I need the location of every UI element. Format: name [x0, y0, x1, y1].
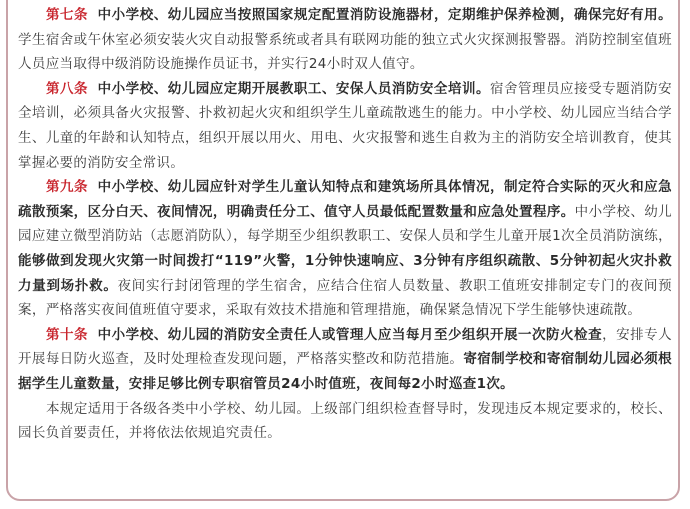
article-bold-text: 中小学校、幼儿园的消防安全责任人或管理人应当每月至少组织开展一次防火检查 [97, 326, 603, 343]
article-text: 中小学校、幼儿园应建立微型消防站（志愿消防队），每学期至少组织教职工、安保人员和学生儿童开展1次全员消防演练， [18, 203, 673, 245]
article-text: ，安排专人开展每日防火巡查，及时处理检查发现问题，严格落实整改和防范措施。 [18, 326, 672, 368]
article-10 [18, 323, 672, 397]
closing-text: 本规定适用于各级各类中小学校、幼儿园。上级部门组织检查督导时，发现违反本规定要求的，校长、园长负首要责任，并将依法依规追究责任。 [18, 400, 672, 442]
article-label: 第十条 [46, 326, 89, 343]
closing-paragraph [18, 397, 672, 446]
article-8 [18, 77, 672, 175]
article-label: 第七条 [46, 7, 89, 23]
article-9 [18, 175, 672, 323]
article-bold-text: 中小学校、幼儿园应针对学生儿童认知特点和建筑场所具体情况，制定符合实际的灭火和应急疏散预案，区分白天、夜间情况，明确责任分工、值守人员最低配置数量和应急处置程序。 [18, 179, 672, 220]
article-bold-text: 中小学校、幼儿园应当按照国家规定配置消防设施器材，定期维护保养检测，确保完好有用。 [97, 7, 672, 23]
article-label: 第八条 [46, 80, 89, 97]
article-bold-text: 寄宿制学校和寄宿制幼儿园必须根据学生儿童数量，安排足够比例专职宿管员24小时值班，夜间每2小时巡查1次。 [18, 351, 673, 392]
regulation-text [18, 3, 672, 446]
article-bold-text: 能够做到发现火灾第一时间拨打“119”火警，1分钟快速响应、3分钟有序组织疏散、5分钟初起火灾扑救力量到场扑救。 [18, 252, 672, 294]
article-7 [18, 3, 672, 77]
article-text: 宿舍管理员应接受专题消防安全培训，必须具备火灾报警、扑救初起火灾和组织学生儿童疏散逃生的能力。中小学校、幼儿园应当结合学生、儿童的年龄和认知特点，组织开展以用火、用电、火灾报警和逃生自救为主的消防安全培训教育，使其掌握必要的消防安全常识。 [18, 80, 672, 171]
article-label: 第九条 [46, 179, 89, 196]
article-text: 学生宿舍或午休室必须安装火灾自动报警系统或者具有联网功能的独立式火灾探测报警器。消防控制室值班人员应当取得中级消防设施操作员证书，并实行24小时双人值守。 [18, 31, 672, 73]
article-text: 夜间实行封闭管理的学生宿舍，应结合住宿人员数量、教职工值班安排制定专门的夜间预案，严格落实夜间值班值守要求，采取有效技术措施和管理措施，确保紧急情况下学生能够快速疏散。 [18, 277, 672, 319]
article-bold-text: 中小学校、幼儿园应定期开展教职工、安保人员消防安全培训。 [97, 80, 490, 97]
